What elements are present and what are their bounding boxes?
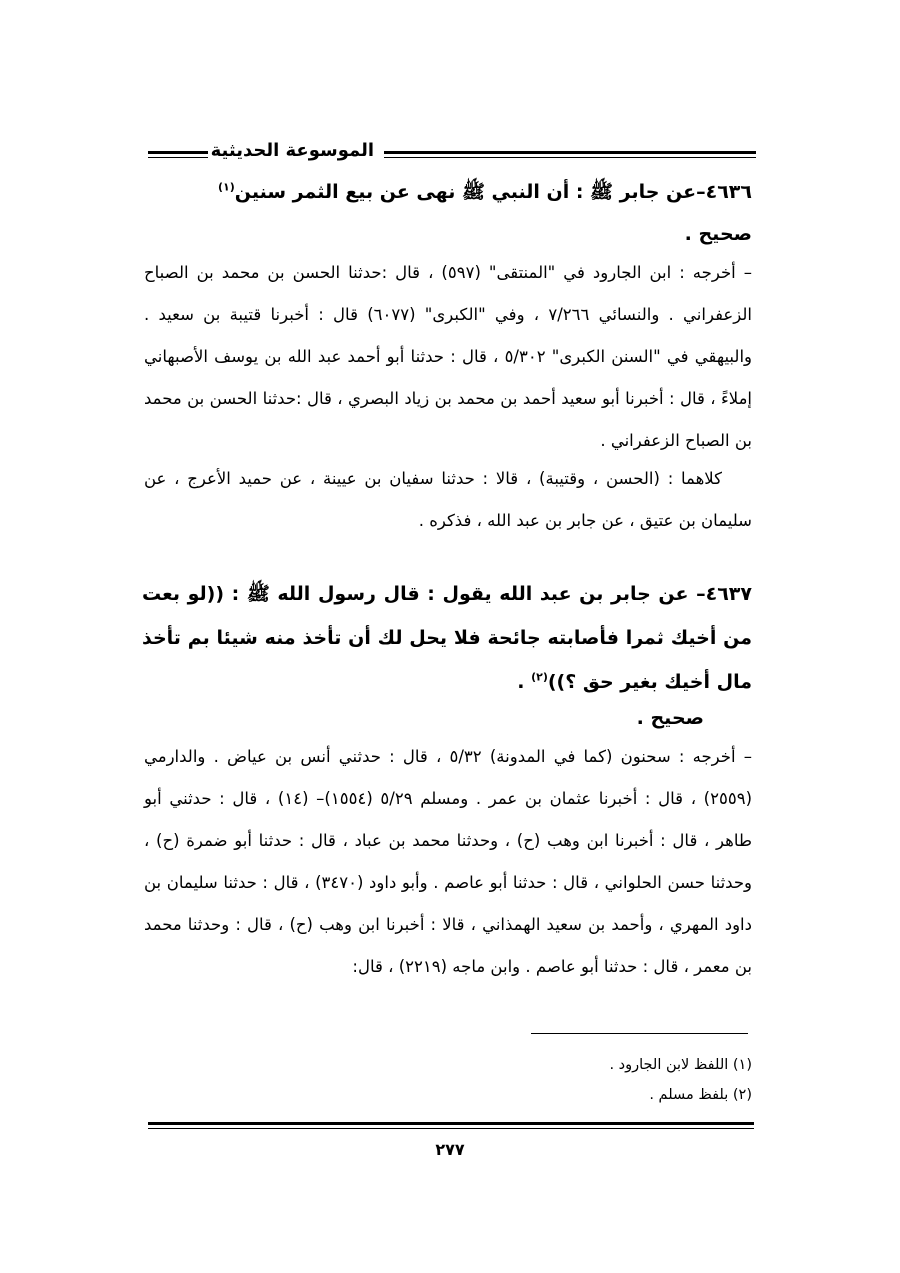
header-rule-left-top	[148, 151, 208, 154]
header-rule-right-bottom	[384, 157, 756, 158]
header-rule-right-top	[384, 151, 756, 154]
hadith-verdict: صحيح .	[684, 223, 752, 245]
takhrij-paragraph: – أخرجه : ابن الجارود في "المنتقى" (٥٩٧) ، قال :حدثنا الحسن بن محمد بن الصباح الزعفراني . والنسائي ٧/٢٦٦ ، وفي "الكبرى" (٦٠٧٧) قال : أخبرنا قتيبة بن سعيد . والبيهقي في "السنن الكبرى" ٥/٣٠٢ ، قال : حدثنا أبو أحمد عبد الله بن يوسف الأصبهاني إملاءً ، قال : أخبرنا أبو سعيد أحمد بن محمد بن زياد البصري ، قال :حدثنا الحسن بن محمد بن الصباح الزعفراني .	[144, 263, 752, 450]
footer-rule-top	[148, 1122, 754, 1125]
footnote-item: (٢) بلفظ مسلم .	[649, 1087, 752, 1103]
takhrij-paragraph: – أخرجه : سحنون (كما في المدونة) ٥/٣٢ ، قال : حدثني أنس بن عياض . والدارمي (٢٥٥٩) ، قال : أخبرنا عثمان بن عمر . ومسلم ٥/٢٩ (١٥٥٤)– (١٤) ، قال : حدثني أبو طاهر ، قال : أخبرنا ابن وهب (ح) ، وحدثنا محمد بن عباد ، قال : حدثنا أبو ضمرة (ح) ، وحدثنا حسن الحلواني ، قال : حدثنا أبو عاصم . وأبو داود (٣٤٧٠) ، قال : حدثنا سليمان بن داود المهري ، وأحمد بن سعيد الهمذاني ، قالا : أخبرنا ابن وهب (ح) ، قال : وحدثنا محمد بن معمر ، قال : حدثنا أبو عاصم . وابن ماجه (٢٢١٩) ، قال:	[144, 747, 752, 976]
footnote-marker: (٢)	[531, 670, 548, 684]
hadith-4636	[192, 170, 752, 254]
chain-paragraph: كلاهما : (الحسن ، وقتيبة) ، قالا : حدثنا سفيان بن عيينة ، عن حميد الأعرج ، عن سليمان بن عتيق ، عن جابر بن عبد الله ، فذكره .	[144, 469, 752, 530]
footnotes	[152, 1050, 752, 1110]
hadith-title-text: ٤٦٣٦–عن جابر ﷺ : أن النبي ﷺ نهى عن بيع الثمر سنين	[234, 181, 752, 203]
footnote-item: (١) اللفظ لابن الجارود .	[609, 1057, 752, 1073]
hadith-verdict: صحيح .	[636, 707, 704, 729]
footer-rule-bottom	[148, 1128, 754, 1129]
hadith-title-end: .	[517, 671, 532, 693]
page-number: ٢٧٧	[435, 1140, 465, 1159]
hadith-title	[142, 572, 752, 704]
footnote-separator	[531, 1033, 748, 1034]
hadith-4637	[142, 572, 752, 704]
running-header	[148, 138, 756, 172]
hadith-title	[192, 170, 752, 214]
header-title: الموسوعة الحديثية	[210, 140, 374, 161]
footnote-marker: (١)	[217, 180, 235, 194]
header-rule-left-bottom	[148, 157, 208, 158]
hadith-title-text: ٤٦٣٧– عن جابر بن عبد الله يقول : قال رسول الله ﷺ : ((لو بعت من أخيك ثمرا فأصابته جائحة فلا يحل لك أن تأخذ منه شيئا بم تأخذ مال أخيك بغير حق ؟))	[142, 583, 752, 693]
